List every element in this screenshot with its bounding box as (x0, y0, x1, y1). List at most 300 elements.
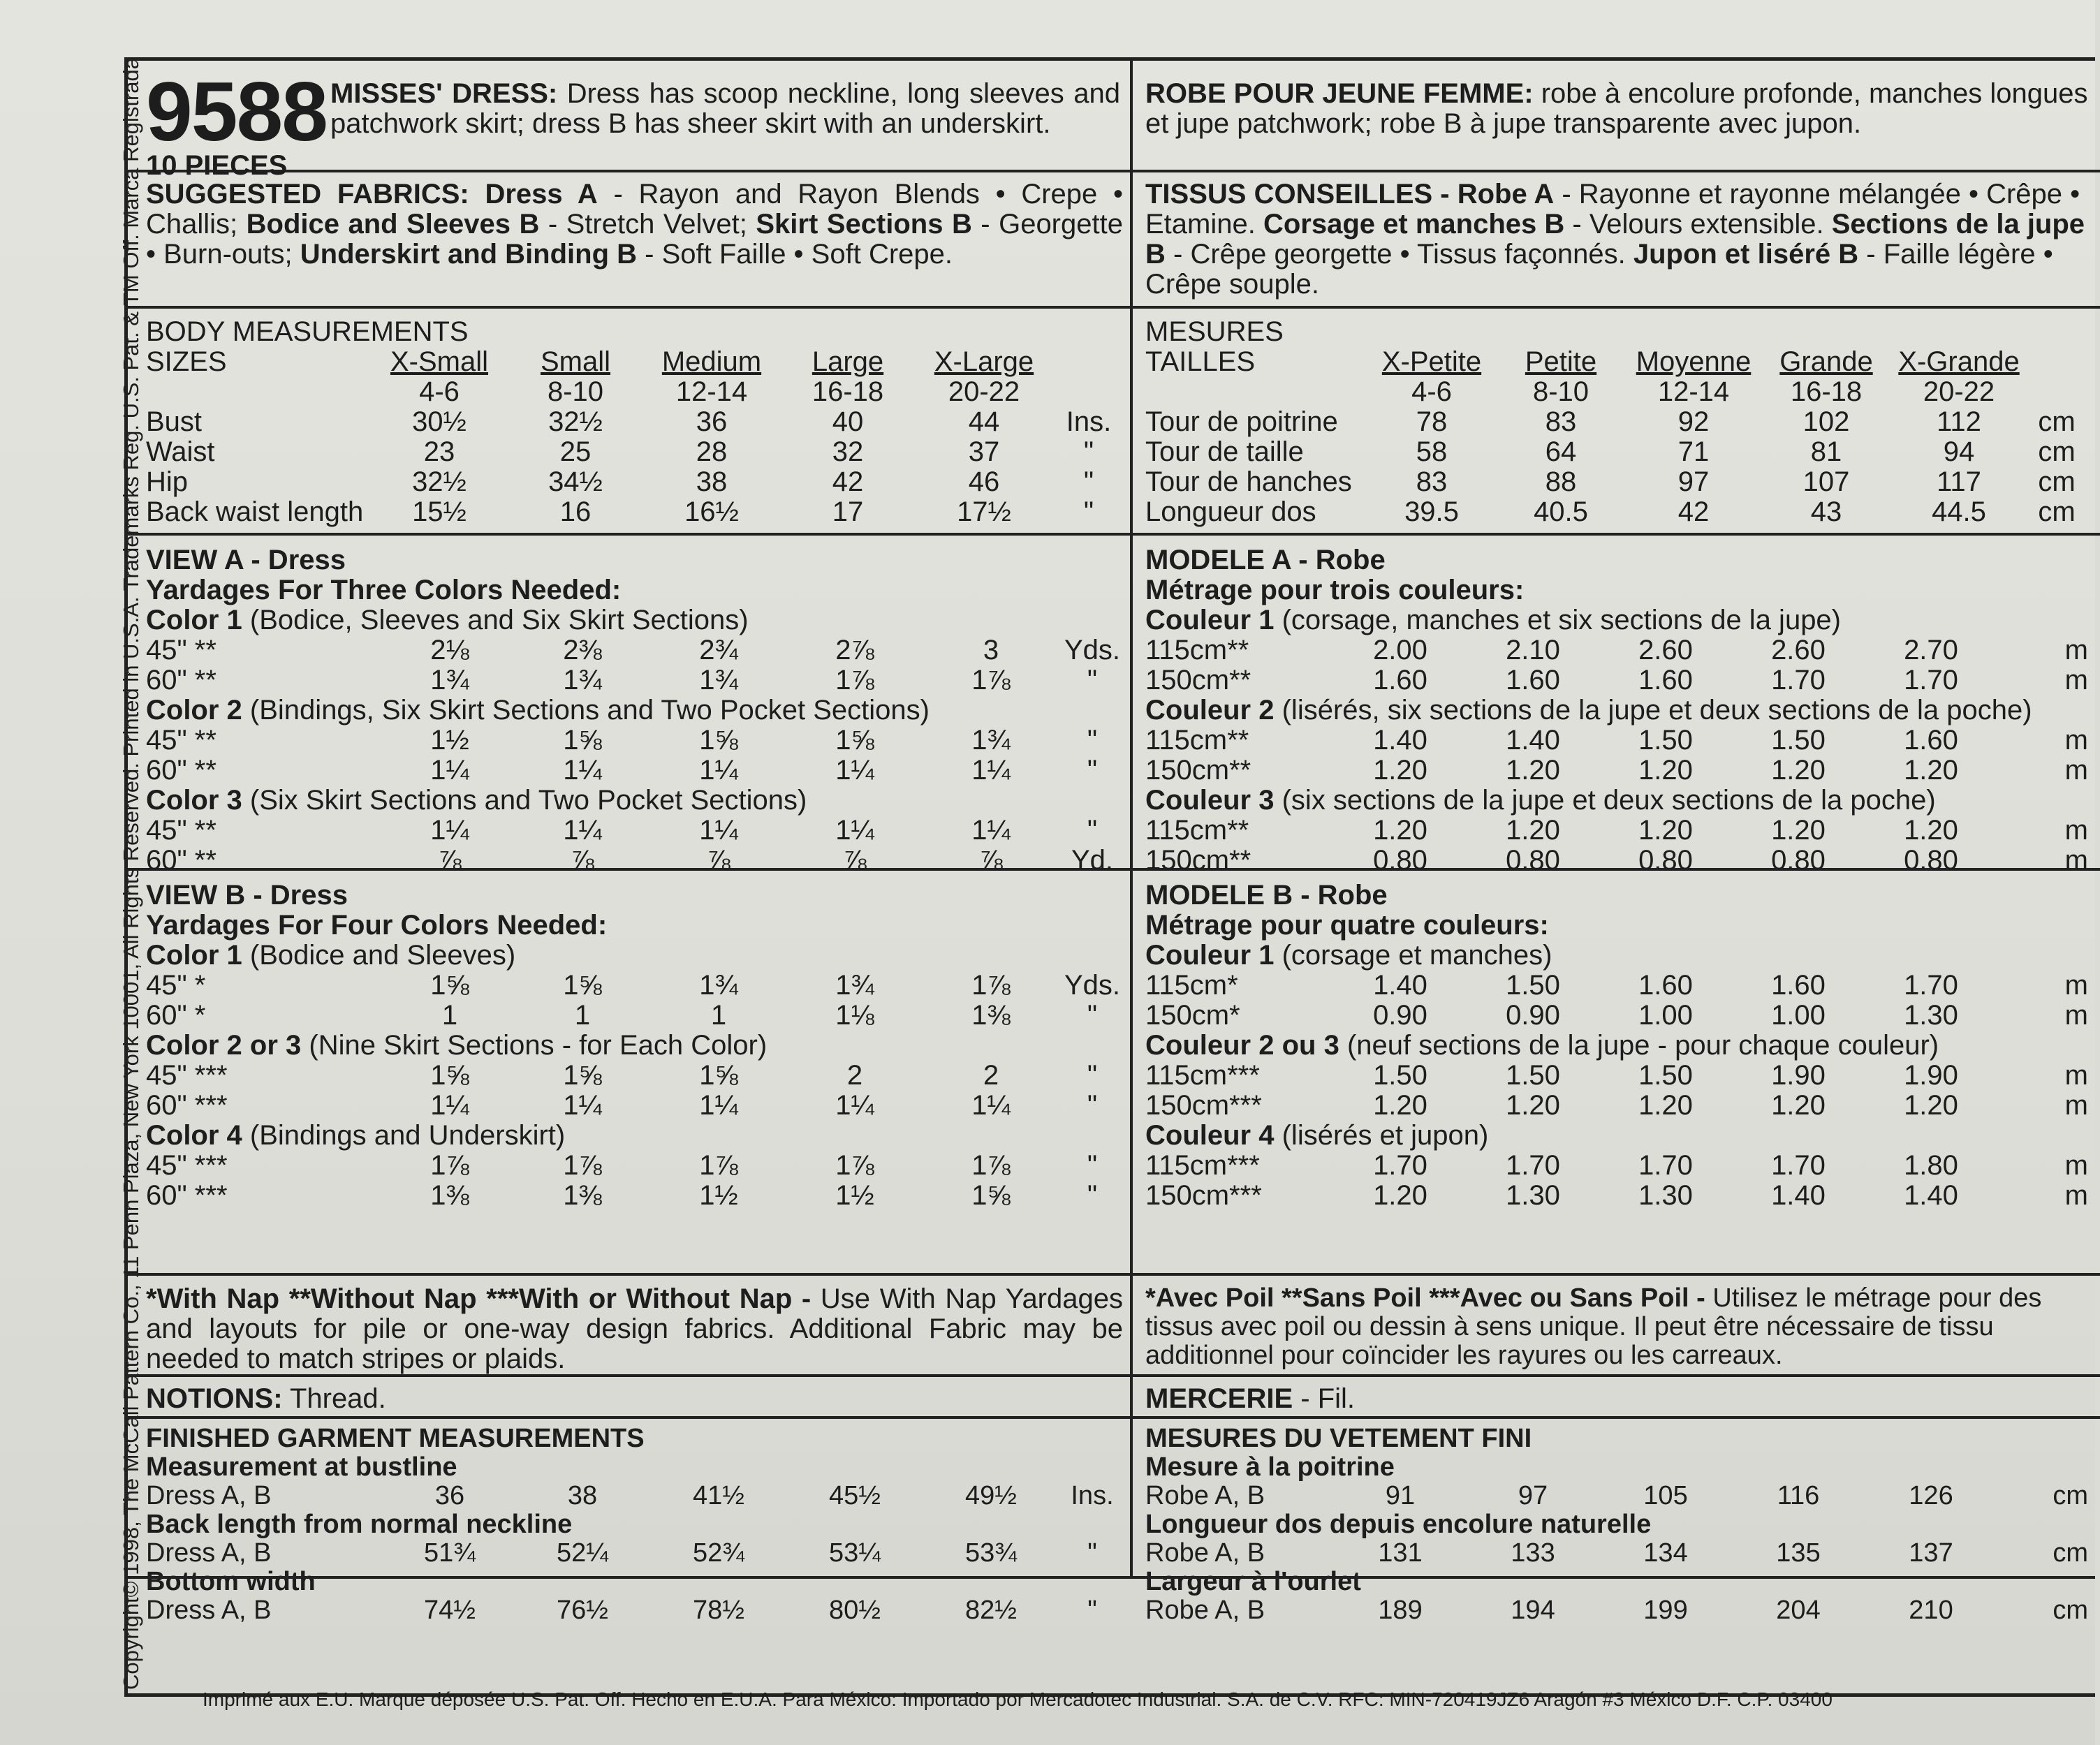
finished-value: 76½ (557, 1596, 608, 1625)
measurement-value: 17 (832, 496, 864, 527)
yardage-value: 1.30 (1638, 1180, 1693, 1211)
yardage-value: 1¾ (971, 725, 1011, 756)
yardage-value: ⅞ (707, 845, 730, 876)
color-name: Couleur 2 (1145, 695, 1275, 726)
fabrics-text: - Faille légère • Crêpe souple. (1145, 239, 2053, 300)
yardage-value: 1.60 (1904, 725, 1958, 756)
yardage-value: 1¾ (699, 970, 738, 1001)
finished-value: 53¼ (829, 1538, 881, 1568)
yardage-value: 2¾ (699, 635, 738, 665)
sizes-label: SIZES (146, 346, 227, 377)
unit: m (2064, 1000, 2088, 1031)
body-measurements-title: MESURES (1145, 316, 1284, 347)
finished-value: 133 (1511, 1538, 1555, 1568)
yardage-value: 0.80 (1638, 845, 1693, 876)
unit: " (1087, 755, 1098, 786)
unit: m (2064, 1090, 2088, 1121)
unit: " (1087, 1538, 1097, 1568)
finished-value: 51¾ (424, 1538, 476, 1568)
fabric-width: 45" ** (146, 635, 216, 665)
view-a-title: MODELE A - Robe (1145, 545, 1386, 575)
yardage-value: 1⅜ (430, 1180, 469, 1211)
fr-desc-text: robe à encolure profonde, manches longues et jupe patchwork; robe B à jupe transparente avec jupon. (1145, 78, 2088, 139)
unit: " (1083, 496, 1094, 527)
yardage-value: 1¼ (430, 1090, 469, 1121)
yardage-value: 1¼ (699, 815, 738, 846)
notions-text: Thread. (289, 1383, 386, 1414)
yardage-value: 1.20 (1771, 755, 1826, 786)
fabrics-skirt: Skirt Sections B (756, 209, 972, 240)
notions-label: MERCERIE (1145, 1383, 1293, 1414)
row-label: Back waist length (146, 496, 364, 527)
yardage-value: 1⅞ (699, 1150, 738, 1181)
unit: " (1087, 665, 1098, 695)
yardage-value: 1⅞ (971, 1150, 1011, 1181)
yardage-value: 1.20 (1638, 1090, 1693, 1121)
color-description: (neuf sections de la jupe - pour chaque couleur) (1346, 1030, 1939, 1061)
row-label: Bust (146, 406, 203, 437)
unit: cm (2053, 1538, 2088, 1568)
finished-value: 135 (1776, 1538, 1821, 1568)
unit: cm (2038, 496, 2076, 527)
measurement-row (1145, 437, 2088, 467)
measurement-value: 81 (1810, 436, 1842, 467)
yardage-value: 1.70 (1771, 1150, 1826, 1181)
measurement-value: 92 (1677, 406, 1710, 437)
yardage-value: 1¼ (563, 1090, 602, 1121)
yardage-value: 1.70 (1506, 1150, 1560, 1181)
finished-value: 52¾ (693, 1538, 744, 1568)
size-range: 20-22 (948, 376, 1020, 407)
unit: cm (2038, 466, 2076, 497)
row-label: Tour de poitrine (1145, 406, 1338, 437)
yardage-value: 1⅝ (563, 970, 602, 1001)
color-group-header (146, 786, 1124, 816)
yardage-value: 3 (983, 635, 999, 665)
color-group-label (1145, 941, 2088, 971)
yardage-value: 2 (846, 1060, 863, 1091)
finished-group-name: Bottom width (146, 1567, 316, 1596)
yardage-value: 1½ (835, 1180, 874, 1211)
unit: m (2064, 1180, 2088, 1211)
size-range: 8-10 (547, 376, 604, 407)
yardage-value: 1.90 (1904, 1060, 1958, 1091)
measurement-row (146, 437, 1124, 467)
color-group-header (1145, 1121, 2088, 1151)
yardage-value: 1.20 (1373, 1090, 1427, 1121)
yardage-value: 1⅛ (835, 1000, 874, 1031)
yardage-value: 1.70 (1638, 1150, 1693, 1181)
measurement-value: 44 (968, 406, 1000, 437)
color-group-header (1145, 695, 2088, 726)
view-b-subtitle: Yardages For Four Colors Needed: (146, 910, 608, 941)
yardage-value: 1¼ (699, 1090, 738, 1121)
measurement-value: 88 (1545, 466, 1577, 497)
measurement-value: 30½ (412, 406, 467, 437)
finished-value: 91 (1385, 1481, 1416, 1510)
color-group-label (146, 1031, 1124, 1061)
yardage-value: 1⅞ (563, 1150, 602, 1181)
yardage-value: 1.40 (1771, 1180, 1826, 1211)
color-group-label (1145, 786, 2088, 816)
finished-row (146, 1482, 1124, 1510)
fabric-width: 60" *** (146, 1180, 228, 1211)
finished-value: 74½ (424, 1596, 476, 1625)
color-group-header (146, 605, 1124, 635)
measurement-value: 32½ (412, 466, 467, 497)
yardage-value: 2.10 (1506, 635, 1560, 665)
fabric-width: 45" ** (146, 815, 216, 846)
fabrics-underskirt: Underskirt and Binding B (300, 239, 638, 270)
color-description: (Bindings, Six Skirt Sections and Two Pocket Sections) (249, 695, 930, 726)
size-range: 8-10 (1532, 376, 1589, 407)
measurement-value: 40 (832, 406, 864, 437)
yardage-value: 1⅞ (971, 970, 1011, 1001)
yardage-value: 2⅛ (430, 635, 469, 665)
body-measurements-table (1145, 347, 2088, 527)
finished-value: 116 (1777, 1481, 1820, 1510)
finished-group-name: Longueur dos depuis encolure naturelle (1145, 1510, 1652, 1539)
finished-row (146, 1539, 1124, 1568)
yardage-value: 1.20 (1771, 815, 1826, 846)
unit: m (2064, 635, 2088, 665)
finished-group-header (146, 1510, 1124, 1539)
fabric-width: 150cm* (1145, 1000, 1240, 1031)
measurement-value: 46 (968, 466, 1000, 497)
size-range: 20-22 (1923, 376, 1995, 407)
yardage-value: 1¾ (699, 665, 738, 695)
fabric-width: 150cm** (1145, 845, 1251, 876)
yardage-value: 0.90 (1506, 1000, 1560, 1031)
yardage-row (146, 635, 1124, 665)
finished-value: 53¾ (965, 1538, 1017, 1568)
yardage-row (1145, 726, 2088, 756)
color-name: Color 1 (146, 940, 242, 971)
fr-nap-note (1133, 1276, 2100, 1377)
measurement-value: 16 (559, 496, 592, 527)
yardage-value: 1¼ (835, 815, 874, 846)
finished-group-name: Largeur à l'ourlet (1145, 1567, 1361, 1596)
unit: " (1087, 1596, 1097, 1625)
measurement-value: 83 (1416, 466, 1448, 497)
color-description: (Bodice and Sleeves) (249, 940, 516, 971)
unit: cm (2053, 1596, 2088, 1625)
fr-view-b (1133, 871, 2100, 1276)
fr-title: ROBE POUR JEUNE FEMME: (1145, 78, 1534, 109)
measurement-value: 32½ (548, 406, 603, 437)
color-group-header (146, 1121, 1124, 1151)
row-label: Longueur dos (1145, 496, 1316, 527)
color-name: Color 4 (146, 1120, 242, 1151)
blank-bottom-row (128, 1576, 2095, 1698)
yardage-value: 1.20 (1904, 815, 1958, 846)
finished-value: 49½ (965, 1481, 1017, 1510)
unit: cm (2053, 1481, 2088, 1510)
view-b-title: VIEW B - Dress (146, 880, 348, 911)
color-name: Couleur 1 (1145, 940, 1275, 971)
yardage-value: 2⅜ (563, 635, 602, 665)
measurement-value: 23 (423, 436, 455, 467)
color-name: Color 2 or 3 (146, 1030, 302, 1061)
yardage-row (1145, 1091, 2088, 1121)
yardage-row (146, 1001, 1124, 1031)
yardage-row (146, 756, 1124, 786)
yardage-value: ⅞ (571, 845, 594, 876)
finished-group-header (146, 1453, 1124, 1482)
yardage-value: 1⅝ (563, 1060, 602, 1091)
yardage-value: 1.30 (1904, 1000, 1958, 1031)
yardage-value: 1¼ (835, 755, 874, 786)
fabric-width: 115cm*** (1145, 1060, 1260, 1091)
color-description: (Nine Skirt Sections - for Each Color) (309, 1030, 768, 1061)
yardage-value: 1.00 (1638, 1000, 1693, 1031)
fabrics-text: - Crêpe georgette • Tissus façonnés. (1173, 239, 1626, 270)
yardage-row (146, 665, 1124, 695)
fabrics-text: - Rayonne et rayonne mélangée • Crêpe • Etamine. (1145, 179, 2080, 240)
finished-value: 105 (1643, 1481, 1688, 1510)
measurement-row (146, 497, 1124, 527)
view-a-title: VIEW A - Dress (146, 545, 346, 575)
fabrics-text: - Rayon and Rayon Blends • Crepe • Challis; (146, 179, 1124, 240)
measurement-value: 39.5 (1404, 496, 1459, 527)
measurement-value: 97 (1677, 466, 1710, 497)
yardage-value: 1.40 (1373, 970, 1427, 1001)
view-a-yardage-table (1145, 605, 2088, 876)
color-group-header (1145, 941, 2088, 971)
size-range: 16-18 (812, 376, 884, 407)
color-group-label (146, 605, 1124, 635)
en-header (128, 61, 1130, 181)
fabric-width: 150cm** (1145, 665, 1251, 695)
color-name: Color 1 (146, 605, 242, 635)
finished-title: FINISHED GARMENT MEASUREMENTS (146, 1424, 645, 1453)
yardage-row (1145, 1151, 2088, 1181)
finished-value: 36 (434, 1481, 465, 1510)
yardage-value: 1¼ (430, 755, 469, 786)
fabric-width: 60" *** (146, 1090, 228, 1121)
measurement-value: 42 (1677, 496, 1710, 527)
size-header: Petite (1525, 346, 1597, 377)
fabric-width: 115cm** (1145, 635, 1249, 665)
color-description: (six sections de la jupe et deux sections de la poche) (1282, 785, 1936, 816)
fr-header (1133, 61, 2100, 172)
yardage-value: 2.70 (1904, 635, 1958, 665)
yardage-value: 1 (574, 1000, 591, 1031)
fabrics-heading: SUGGESTED FABRICS: (146, 179, 469, 209)
yardage-value: 1.50 (1506, 1060, 1560, 1091)
en-suggested-fabrics (128, 172, 1130, 309)
size-header: X-Small (390, 346, 489, 377)
finished-value: 82½ (965, 1596, 1017, 1625)
yardage-value: 1¼ (699, 755, 738, 786)
size-header: X-Large (934, 346, 1034, 377)
size-header: Grande (1779, 346, 1873, 377)
color-group-label (1145, 605, 2088, 635)
color-name: Couleur 2 ou 3 (1145, 1030, 1339, 1061)
fabric-width: 60" ** (146, 845, 216, 876)
yardage-value: 1.70 (1373, 1150, 1427, 1181)
yardage-row (1145, 971, 2088, 1001)
yardage-value: 1⅞ (971, 665, 1011, 695)
yardage-value: 1¼ (563, 815, 602, 846)
en-title: MISSES' DRESS: (330, 78, 558, 109)
view-b-yardage-table (146, 941, 1124, 1211)
color-description: (Bodice, Sleeves and Six Skirt Sections) (249, 605, 749, 635)
measurement-row (1145, 407, 2088, 437)
color-group-label (146, 786, 1124, 816)
yardage-value: 2 (983, 1060, 999, 1091)
nap-legend: *With Nap **Without Nap ***With or Without Nap - (146, 1283, 812, 1314)
yardage-row (146, 816, 1124, 846)
garment-label: Robe A, B (1145, 1596, 1265, 1625)
measurement-value: 28 (696, 436, 728, 467)
yardage-value: 1.70 (1771, 665, 1826, 695)
color-name: Color 3 (146, 785, 242, 816)
yardage-row (146, 1091, 1124, 1121)
measurement-row (146, 407, 1124, 437)
fabric-width: 115cm* (1145, 970, 1238, 1001)
yardage-row (1145, 665, 2088, 695)
yardage-value: 1.30 (1506, 1180, 1560, 1211)
yardage-value: 1.40 (1373, 725, 1427, 756)
yardage-value: 1⅝ (835, 725, 874, 756)
en-finished-measurements (128, 1419, 1130, 1625)
yardage-value: 1⅝ (971, 1180, 1011, 1211)
unit: " (1083, 436, 1094, 467)
body-measurements-title: BODY MEASUREMENTS (146, 316, 469, 347)
measurement-value: 42 (832, 466, 864, 497)
yardage-value: 1.60 (1373, 665, 1427, 695)
row-label: Waist (146, 436, 215, 467)
finished-group-header (1145, 1510, 2088, 1539)
color-name: Color 2 (146, 695, 242, 726)
fabrics-text: - Soft Faille • Soft Crepe. (645, 239, 953, 270)
measurement-value: 15½ (412, 496, 467, 527)
yardage-value: 1¾ (563, 665, 602, 695)
color-group-header (1145, 786, 2088, 816)
fabric-width: 60" * (146, 1000, 206, 1031)
yardage-value: 1.50 (1373, 1060, 1427, 1091)
measurement-value: 38 (696, 466, 728, 497)
yardage-value: 1.50 (1638, 1060, 1693, 1091)
size-range: 12-14 (1657, 376, 1730, 407)
english-column (128, 61, 1133, 1625)
yardage-value: 1⅞ (835, 1150, 874, 1181)
yardage-value: 1¼ (971, 1090, 1011, 1121)
measurement-value: 102 (1802, 406, 1850, 437)
color-group-header (1145, 1031, 2088, 1061)
yardage-value: 1.50 (1638, 725, 1693, 756)
nap-text: Utilisez le métrage pour des tissus avec poil ou dessin à sens unique. Il peut être nécessaire de tissu additionnel pour coïncider les rayures ou les carreaux. (1145, 1283, 2042, 1370)
fabrics-text: - Stretch Velvet; (548, 209, 747, 240)
yardage-value: 1.20 (1373, 1180, 1427, 1211)
measurement-value: 34½ (548, 466, 603, 497)
finished-group-header (1145, 1453, 2088, 1482)
measurement-row (1145, 497, 2088, 527)
finished-value: 137 (1909, 1538, 1953, 1568)
unit: Yd. (1071, 845, 1114, 876)
unit: m (2064, 665, 2088, 695)
fabrics-text: - Georgette • Burn-outs; (146, 209, 1123, 270)
import-footer: Imprimé aux E.U. Marque déposée U.S. Pat. Off. Hecho en E.U.A. Para México: Importado por Mercadotec Industrial. S.A. de C.V. RFC: MIN-720419JZ6 Aragón #3 México D.F. C.P. 03400 (203, 1688, 1833, 1710)
fr-body-measurements (1133, 309, 2100, 536)
finished-value: 78½ (693, 1596, 744, 1625)
finished-group-name: Measurement at bustline (146, 1452, 457, 1482)
row-label: Hip (146, 466, 189, 497)
yardage-value: 1.20 (1638, 815, 1693, 846)
yardage-value: 1½ (699, 1180, 738, 1211)
yardage-value: 1¼ (835, 1090, 874, 1121)
finished-value: 126 (1909, 1481, 1953, 1510)
yardage-value: 2.60 (1771, 635, 1826, 665)
yardage-row (1145, 635, 2088, 665)
finished-value: 199 (1643, 1596, 1688, 1625)
unit: m (2064, 970, 2088, 1001)
fr-view-a (1133, 536, 2100, 876)
finished-value: 189 (1378, 1596, 1423, 1625)
color-group-label (146, 941, 1124, 971)
yardage-value: 1⅝ (699, 725, 738, 756)
fabric-width: 115cm** (1145, 725, 1249, 756)
yardage-value: 0.90 (1373, 1000, 1427, 1031)
finished-row (1145, 1482, 2088, 1510)
color-description: (Bindings and Underskirt) (249, 1120, 566, 1151)
yardage-value: 1½ (430, 725, 469, 756)
fr-suggested-fabrics (1133, 172, 2100, 309)
color-group-header (146, 1031, 1124, 1061)
fabric-width: 45" * (146, 970, 206, 1001)
yardage-row (146, 726, 1124, 756)
yardage-row (1145, 816, 2088, 846)
yardage-row (1145, 756, 2088, 786)
fabrics-underskirt: Jupon et liséré B (1633, 239, 1859, 270)
body-measurements-table (146, 347, 1124, 527)
color-description: (lisérés et jupon) (1282, 1120, 1489, 1151)
finished-value: 52¼ (557, 1538, 608, 1568)
en-nap-note (128, 1276, 1130, 1377)
yardage-row (146, 1151, 1124, 1181)
fabrics-bodice: Bodice and Sleeves B (246, 209, 540, 240)
yardage-value: 1⅞ (835, 665, 874, 695)
fr-notions (1133, 1377, 2100, 1419)
unit: cm (2038, 436, 2076, 467)
fr-finished-measurements (1133, 1419, 2100, 1625)
en-desc-text: Dress has scoop neckline, long sleeves and patchwork skirt; dress B has sheer skirt with an underskirt. (330, 78, 1120, 139)
yardage-value: 1⅝ (430, 1060, 469, 1091)
garment-label: Dress A, B (146, 1596, 272, 1625)
yardage-value: 0.80 (1904, 845, 1958, 876)
measurement-value: 36 (696, 406, 728, 437)
size-header: Moyenne (1636, 346, 1752, 377)
view-a-yardage-table (146, 605, 1124, 876)
yardage-value: 1 (441, 1000, 458, 1031)
size-range: 4-6 (1411, 376, 1452, 407)
color-group-label (146, 695, 1124, 726)
measurement-row (1145, 467, 2088, 497)
finished-value: 97 (1518, 1481, 1548, 1510)
yardage-value: 1.90 (1771, 1060, 1826, 1091)
yardage-value: 1.20 (1373, 755, 1427, 786)
measurement-value: 17½ (957, 496, 1011, 527)
yardage-row (146, 1061, 1124, 1091)
size-range: 12-14 (675, 376, 748, 407)
color-group-header (146, 695, 1124, 726)
yardage-value: 2.00 (1373, 635, 1427, 665)
measurement-value: 83 (1545, 406, 1577, 437)
yardage-value: 1.20 (1506, 815, 1560, 846)
finished-group-name: Back length from normal neckline (146, 1510, 573, 1539)
fabric-width: 150cm*** (1145, 1090, 1262, 1121)
